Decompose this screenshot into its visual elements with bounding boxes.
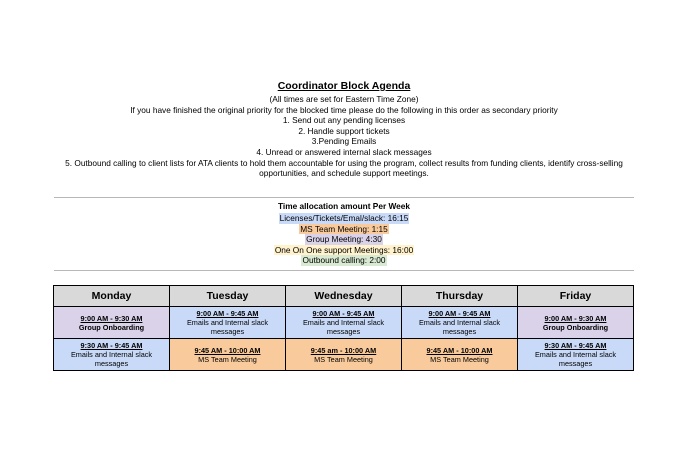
- schedule-cell-friday: [518, 339, 634, 371]
- schedule-cell-thursday: [402, 307, 518, 339]
- schedule-cell-wednesday: [286, 307, 402, 339]
- header-line-priority-4: 4. Unread or answered internal slack messages: [256, 146, 432, 157]
- slot-time: 9:30 AM - 9:45 AM: [544, 341, 607, 350]
- slot-description: Group Onboarding: [542, 322, 609, 332]
- agenda-header: [20, 80, 668, 179]
- time-allocation: [0, 201, 688, 265]
- schedule-row: [54, 339, 634, 371]
- schedule-cell-wednesday: [286, 339, 402, 371]
- schedule-cell-thursday: [402, 339, 518, 371]
- slot-description: Group Onboarding: [78, 322, 145, 332]
- schedule-header-row: [54, 286, 634, 307]
- schedule-cell-friday: [518, 307, 634, 339]
- slot-description: Emails and Internal slack messages: [186, 318, 269, 336]
- allocation-group-meeting: Group Meeting: 4:30: [306, 234, 382, 244]
- page-title: Coordinator Block Agenda: [277, 80, 411, 92]
- slot-time: 9:00 AM - 9:45 AM: [312, 309, 375, 318]
- schedule-cell-monday: [54, 339, 170, 371]
- header-line-priority-5-cont: opportunities, and schedule support meetings.: [259, 168, 429, 179]
- slot-time: 9:00 AM - 9:45 AM: [428, 309, 491, 318]
- schedule-table: [53, 285, 634, 371]
- allocation-ms-team-meeting: MS Team Meeting: 1:15: [300, 223, 388, 234]
- allocation-outbound-calling: Outbound calling: 2:00: [302, 255, 386, 265]
- schedule-cell-tuesday: [170, 307, 286, 339]
- header-line-instructions: If you have finished the original priority for the blocked time please do the following in this order as secondary priority: [130, 104, 558, 115]
- day-header-tuesday: Tuesday: [170, 286, 286, 307]
- divider-top: [54, 197, 634, 198]
- schedule-row: [54, 307, 634, 339]
- day-header-wednesday: Wednesday: [286, 286, 402, 307]
- divider-bottom: [54, 270, 634, 271]
- slot-description: Emails and Internal slack messages: [70, 350, 153, 368]
- header-line-priority-1: 1. Send out any pending licenses: [282, 115, 406, 126]
- schedule-cell-monday: [54, 307, 170, 339]
- slot-time: 9:45 AM - 10:00 AM: [194, 345, 261, 355]
- day-header-thursday: Thursday: [402, 286, 518, 307]
- slot-description: Emails and Internal slack messages: [302, 318, 385, 336]
- header-line-priority-2: 2. Handle support tickets: [298, 125, 390, 136]
- slot-description: Emails and Internal slack messages: [418, 318, 501, 336]
- slot-description: MS Team Meeting: [314, 354, 373, 364]
- header-line-priority-5: 5. Outbound calling to client lists for ATA clients to hold them accountable for using the program, collect results from funding clients, identify cross-selling: [65, 157, 623, 168]
- day-header-monday: Monday: [54, 286, 170, 307]
- slot-time: 9:45 am - 10:00 AM: [310, 345, 377, 355]
- day-header-friday: Friday: [518, 286, 634, 307]
- slot-description: Emails and Internal slack messages: [534, 350, 617, 368]
- slot-description: MS Team Meeting: [430, 354, 489, 364]
- slot-time: 9:45 AM - 10:00 AM: [426, 345, 493, 355]
- schedule-cell-tuesday: [170, 339, 286, 371]
- slot-time: 9:00 AM - 9:30 AM: [80, 313, 143, 323]
- allocation-one-on-one: One On One support Meetings: 16:00: [274, 244, 414, 255]
- slot-time: 9:30 AM - 9:45 AM: [80, 341, 143, 350]
- slot-time: 9:00 AM - 9:45 AM: [196, 309, 259, 318]
- slot-description: MS Team Meeting: [198, 354, 257, 364]
- allocation-licenses: Licenses/Tickets/Emal/slack: 16:15: [279, 213, 409, 223]
- header-line-priority-3: 3.Pending Emails: [311, 136, 377, 147]
- header-line-timezone: (All times are set for Eastern Time Zone): [269, 94, 419, 104]
- allocation-title: Time allocation amount Per Week: [277, 201, 411, 211]
- slot-time: 9:00 AM - 9:30 AM: [544, 313, 607, 323]
